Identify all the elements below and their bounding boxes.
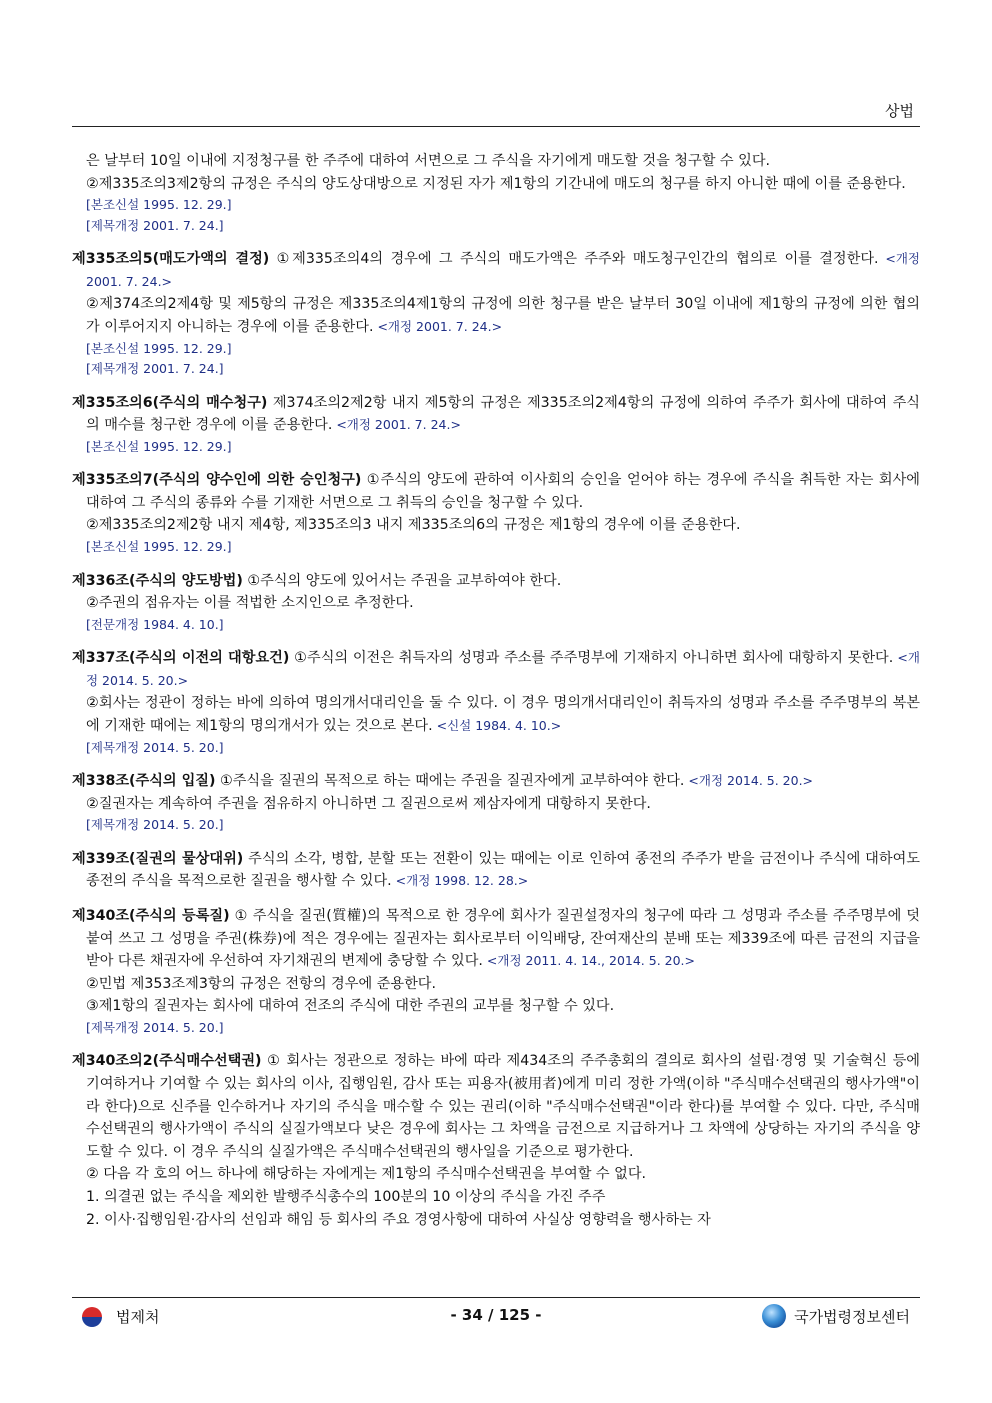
paragraph [72, 1209, 920, 1232]
paragraph-text: ②민법 제353조제3항의 규정은 전항의 경우에 준용한다. [86, 975, 436, 992]
continued-text: 은 날부터 10일 이내에 지정청구를 한 주주에 대하여 서면으로 그 주식을 자기에게 매도할 것을 청구할 수 있다. [86, 153, 771, 169]
article [72, 248, 920, 379]
revision-note: [제목개정 2001. 7. 24.] [86, 361, 224, 377]
article-title: 제337조(주식의 이전의 대항요건) [72, 650, 290, 667]
article-text: ①제335조의4의 경우에 그 주식의 매도가액은 주주와 매도청구인간의 협의로 이를 결정한다. [269, 251, 879, 268]
article-title: 제340조(주식의 등록질) [72, 907, 230, 924]
revision-note: [본조신설 1995. 12. 29.] [86, 197, 232, 213]
article [72, 392, 920, 458]
paragraph-text: 2. 이사·집행임원·감사의 선임과 해임 등 회사의 주요 경영사항에 대하여 사실상 영향력을 행사하는 자 [86, 1211, 711, 1228]
paragraph-text: ② 다음 각 호의 어느 하나에 해당하는 자에게는 제1항의 주식매수선택권을 부여할 수 없다. [86, 1166, 647, 1183]
paragraph [72, 973, 920, 996]
amendment-tag: <개정 2014. 5. 20.> [86, 650, 920, 688]
continuation-section [72, 150, 920, 236]
paragraph-text: ②주권의 점유자는 이를 적법한 소지인으로 추정한다. [86, 595, 414, 612]
article-lead [72, 770, 920, 793]
paragraph-text: ②회사는 정관이 정하는 바에 의하여 명의개서대리인을 둘 수 있다. 이 경우 명의개서대리인이 취득자의 성명과 주소를 주주명부의 복본에 기재한 때에는 제1항의 명의개서가 있는 것으로 본다. [86, 695, 920, 734]
amendment-tag: <개정 2014. 5. 20.> [684, 773, 814, 789]
paragraph [72, 995, 920, 1018]
law-center-logo-icon [762, 1304, 786, 1328]
article-lead [72, 469, 920, 514]
amendment-tag: <개정 1998. 12. 28.> [391, 873, 529, 889]
paragraph-text: ②제335조의2제2항 내지 제4항, 제335조의3 내지 제335조의6의 규정은 제1항의 경우에 이를 준용한다. [86, 517, 741, 534]
amendment-tag: <개정 2011. 4. 14., 2014. 5. 20.> [482, 953, 696, 969]
paragraph [72, 1163, 920, 1186]
article-text: ①주식의 양도에 관하여 이사회의 승인을 얻어야 하는 경우에 주식을 취득한 자는 회사에 대하여 그 주식의 종류와 수를 기재한 서면으로 그 취득의 승인을 청구할 수 있다. [86, 472, 920, 511]
article [72, 570, 920, 636]
articles-section [72, 248, 920, 1231]
article-title: 제338조(주식의 입질) [72, 773, 216, 790]
article-title: 제336조(주식의 양도방법) [72, 572, 243, 589]
revision-note: [전문개정 1984. 4. 10.] [86, 616, 224, 632]
article [72, 770, 920, 836]
article-title: 제335조의7(주식의 양수인에 의한 승인청구) [72, 472, 362, 489]
revision-note: [제목개정 2014. 5. 20.] [86, 739, 224, 755]
article-text: ① 회사는 정관으로 정하는 바에 따라 제434조의 주주총회의 결의로 회사의 설립·경영 및 기술혁신 등에 기여하거나 기여할 수 있는 회사의 이사, 집행임원, 감사 또는 피용자(被用者)에게 미리 정한 가액(이하 "주식매수선택권의 행사가액"이라 한다)으로 신주를 인수하거나 자기의 주식을 매수할 수 있는 권리(이하 "주식매수선택권"이라 한다)를 부여할 수 있다. 다만, 주식매수선택권의 행사가액이 주식의 실질가액보다 낮은 경우에 회사는 그 차액을 금전으로 지급하거나 그 차액에 상당하는 자기의 주식을 양도할 수 있다. 이 경우 주식의 실질가액은 주식매수선택권의 행사일을 기준으로 평가한다. [86, 1053, 920, 1160]
paragraph [72, 592, 920, 615]
revision-note: [제목개정 2014. 5. 20.] [86, 1019, 224, 1035]
article-text: ①주식의 이전은 취득자의 성명과 주소를 주주명부에 기재하지 아니하면 회사에 대항하지 못한다. [289, 650, 894, 667]
amendment-tag: <개정 2001. 7. 24.> [373, 318, 503, 334]
revision-note: [제목개정 2014. 5. 20.] [86, 817, 224, 833]
paragraph-text: ②질권자는 계속하여 주권을 점유하지 아니하면 그 질권으로써 제삼자에게 대항하지 못한다. [86, 795, 651, 812]
article-lead [72, 392, 920, 437]
article [72, 848, 920, 893]
paragraph [72, 793, 920, 816]
article [72, 1050, 920, 1231]
paragraph [72, 514, 920, 537]
article-lead [72, 248, 920, 293]
article-title: 제335조의5(매도가액의 결정) [72, 251, 270, 268]
revision-note: [본조신설 1995. 12. 29.] [86, 539, 232, 555]
paragraph-text: 1. 의결권 없는 주식을 제외한 발행주식총수의 100분의 10 이상의 주식을 가진 주주 [86, 1189, 606, 1205]
article-lead [72, 905, 920, 973]
paragraph-text: ③제1항의 질권자는 회사에 대하여 전조의 주식에 대한 주권의 교부를 청구할 수 있다. [86, 998, 615, 1015]
revision-note: [본조신설 1995. 12. 29.] [86, 340, 232, 356]
article-lead [72, 1050, 920, 1163]
paragraph-text: ②제374조의2제4항 및 제5항의 규정은 제335조의4제1항의 규정에 의한 청구를 받은 날부터 30일 이내에 제1항의 규정에 의한 협의가 이루어지지 아니하는 경우에 이를 준용한다. [86, 296, 920, 335]
paragraph: ②제335조의3제2항의 규정은 주식의 양도상대방으로 지정된 자가 제1항의 기간내에 매도의 청구를 하지 아니한 때에 이를 준용한다. [86, 175, 906, 192]
article-lead [72, 570, 920, 593]
article-text: ①주식의 양도에 있어서는 주권을 교부하여야 한다. [242, 572, 562, 589]
article [72, 647, 920, 758]
article-text: 제374조의2제2항 내지 제5항의 규정은 제335조의2제4항의 규정에 의하여 주주가 회사에 대하여 주식의 매수를 청구한 경우에 이를 준용한다. [86, 394, 920, 434]
page-footer [72, 1304, 920, 1332]
amendment-tag: <개정 2001. 7. 24.> [332, 417, 461, 433]
footer-left-label: 법제처 [116, 1308, 160, 1326]
article-title: 제335조의6(주식의 매수청구) [72, 394, 268, 411]
article-lead [72, 647, 920, 692]
paragraph [72, 293, 920, 338]
article [72, 469, 920, 557]
paragraph [72, 1186, 920, 1209]
paragraph [72, 692, 920, 737]
header-divider [72, 126, 920, 127]
page-number: - 34 / 125 - [450, 1306, 542, 1324]
revision-note: [본조신설 1995. 12. 29.] [86, 438, 232, 454]
page-header-title: 상법 [885, 102, 914, 120]
article-text: 주식의 소각, 병합, 분할 또는 전환이 있는 때에는 이로 인하여 종전의 주주가 받을 금전이나 주식에 대하여도 종전의 주식을 목적으로한 질권을 행사할 수 있다. [86, 850, 921, 890]
article-lead [72, 848, 920, 893]
footer-divider [72, 1297, 920, 1298]
footer-right-label: 국가법령정보센터 [794, 1307, 910, 1326]
article-title: 제339조(질권의 물상대위) [72, 850, 244, 867]
article-title: 제340조의2(주식매수선택권) [72, 1053, 262, 1070]
amendment-tag: <개정 2001. 7. 24.> [86, 251, 920, 289]
amendment-tag: <신설 1984. 4. 10.> [432, 718, 562, 733]
revision-note: [제목개정 2001. 7. 24.] [86, 217, 224, 233]
footer-right [762, 1304, 910, 1328]
document-body [72, 150, 920, 1231]
article [72, 905, 920, 1038]
article-text: ① 주식을 질권(質權)의 목적으로 한 경우에 회사가 질권설정자의 청구에 따라 그 성명과 주소를 주주명부에 덧붙여 쓰고 그 성명을 주권(株券)에 적은 경우에는 질권자는 회사로부터 이익배당, 잔여재산의 분배 또는 제339조에 따른 금전의 지급을 받아 다른 채권자에 우선하여 자기채권의 변제에 충당할 수 있다. [86, 907, 920, 970]
article-text: ①주식을 질권의 목적으로 하는 때에는 주권을 질권자에게 교부하여야 한다. [215, 773, 685, 790]
